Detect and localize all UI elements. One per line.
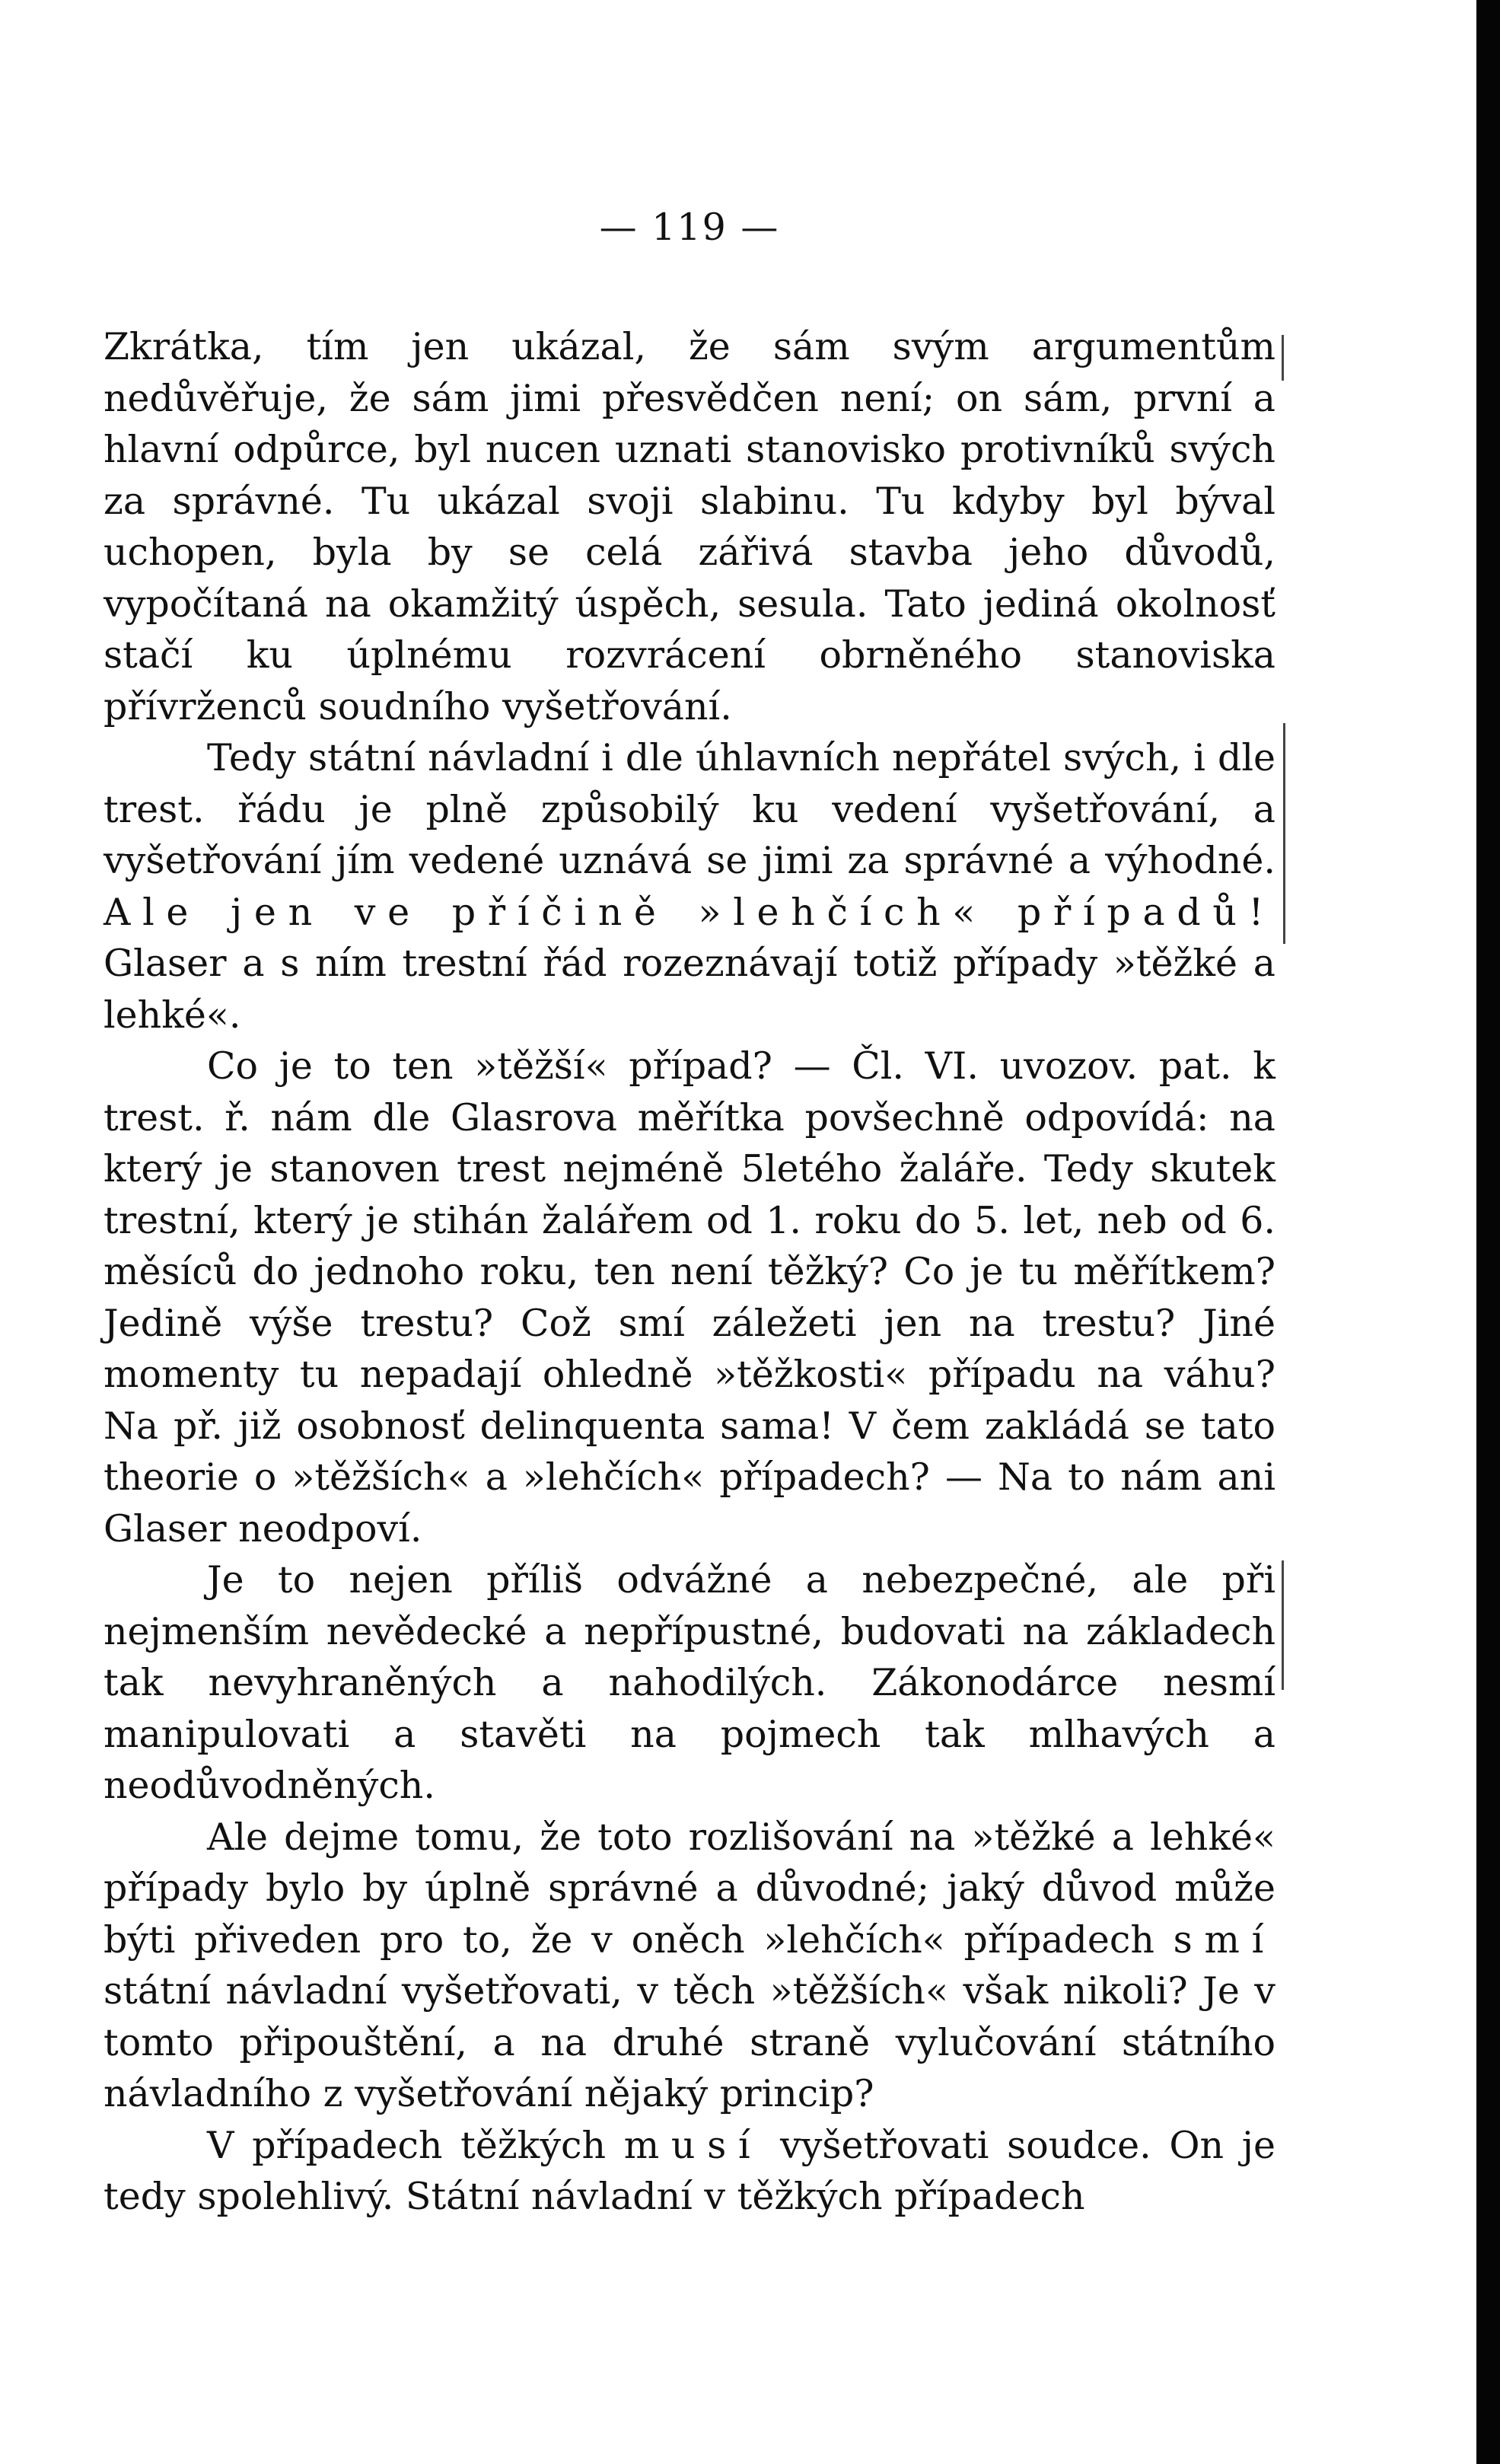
spaced-emphasis: musí [623, 2123, 763, 2167]
spaced-emphasis: smí [1173, 1917, 1275, 1962]
paragraph [104, 1041, 1275, 1554]
paragraph-text: Ale dejme tomu, že toto rozlišování na »těžké a lehké« případy bylo by úplně správné a důvodné; jaký důvod může býti přiveden pro to, že v oněch »lehčích« případech [104, 1815, 1275, 1962]
paragraph-text: Je to nejen příliš odvážné a nebezpečné, ale při nejmenším nevědecké a nepřípustné, budovati na základech tak nevyhraněných a nahodilých. Zákonodárce nesmí manipulovati a stavěti na pojmech tak mlhavých a neodůvodněných. [104, 1558, 1275, 1807]
scan-edge [1476, 0, 1500, 2464]
paragraph-text: V případech těžkých [207, 2123, 624, 2167]
spaced-emphasis: Ale jen ve příčině »lehčích« případů! [104, 890, 1275, 934]
paragraph-text: vyšetřovati soudce. On je tedy spolehlivý. Státní návladní v těžkých případech [104, 2123, 1275, 2218]
paragraph [104, 1812, 1275, 2120]
paragraph [104, 2120, 1275, 2223]
page-number: — 119 — [599, 206, 780, 249]
margin-bracket [1282, 1560, 1284, 1690]
paragraph-text: Co je to ten »těžší« případ? — Čl. VI. uvozov. pat. k trest. ř. nám dle Glasrova měřítka povšechně odpovídá: na který je stanoven trest nejméně 5letého žaláře. Tedy skutek trestní, který je stihán žalářem od 1. roku do 5. let, neb od 6. měsíců do jednoho roku, ten není těžký? Co je tu měřítkem? Jedině výše trestu? Což smí záležeti jen na trestu? Jiné momenty tu nepadají ohledně »těžkosti« případu na váhu? Na př. již osobnosť delinquenta sama! V čem zakládá se tato theorie o »těžších« a »lehčích« případech? — Na to nám ani Glaser neodpoví. [104, 1044, 1275, 1551]
paragraph-text: Glaser a s ním trestní řád rozeznávají totiž případy »těžké a lehké«. [104, 942, 1275, 1037]
paragraph-text: státní návladní vyšetřovati, v těch »těžších« však nikoli? Je v tomto připouštění, a na druhé straně vylučování státního návladního z vyšetřování nějaký princip? [104, 1969, 1275, 2115]
page-text [104, 206, 1275, 2223]
margin-bracket [1283, 723, 1285, 944]
paragraph [104, 1554, 1275, 1812]
margin-bracket [1282, 335, 1284, 381]
paragraph-text: Zkrátka, tím jen ukázal, že sám svým argumentům nedůvěřuje, že sám jimi přesvědčen není; on sám, první a hlavní odpůrce, byl nucen uznati stanovisko protivníků svých za správné. Tu ukázal svoji slabinu. Tu kdyby byl býval uchopen, byla by se celá zářivá stavba jeho důvodů, vypočítaná na okamžitý úspěch, sesula. Tato jediná okolnosť stačí ku úplnému rozvrácení obrněného stanoviska přívrženců soudního vyšetřování. [104, 325, 1275, 728]
paragraph [104, 732, 1275, 1041]
paragraph-text: Tedy státní návladní i dle úhlavních nepřátel svých, i dle trest. řádu je plně způsobilý ku vedení vyšetřování, a vyšetřování jím vedené uznává se jimi za správné a výhodné. [104, 736, 1275, 882]
paragraph [104, 321, 1275, 732]
